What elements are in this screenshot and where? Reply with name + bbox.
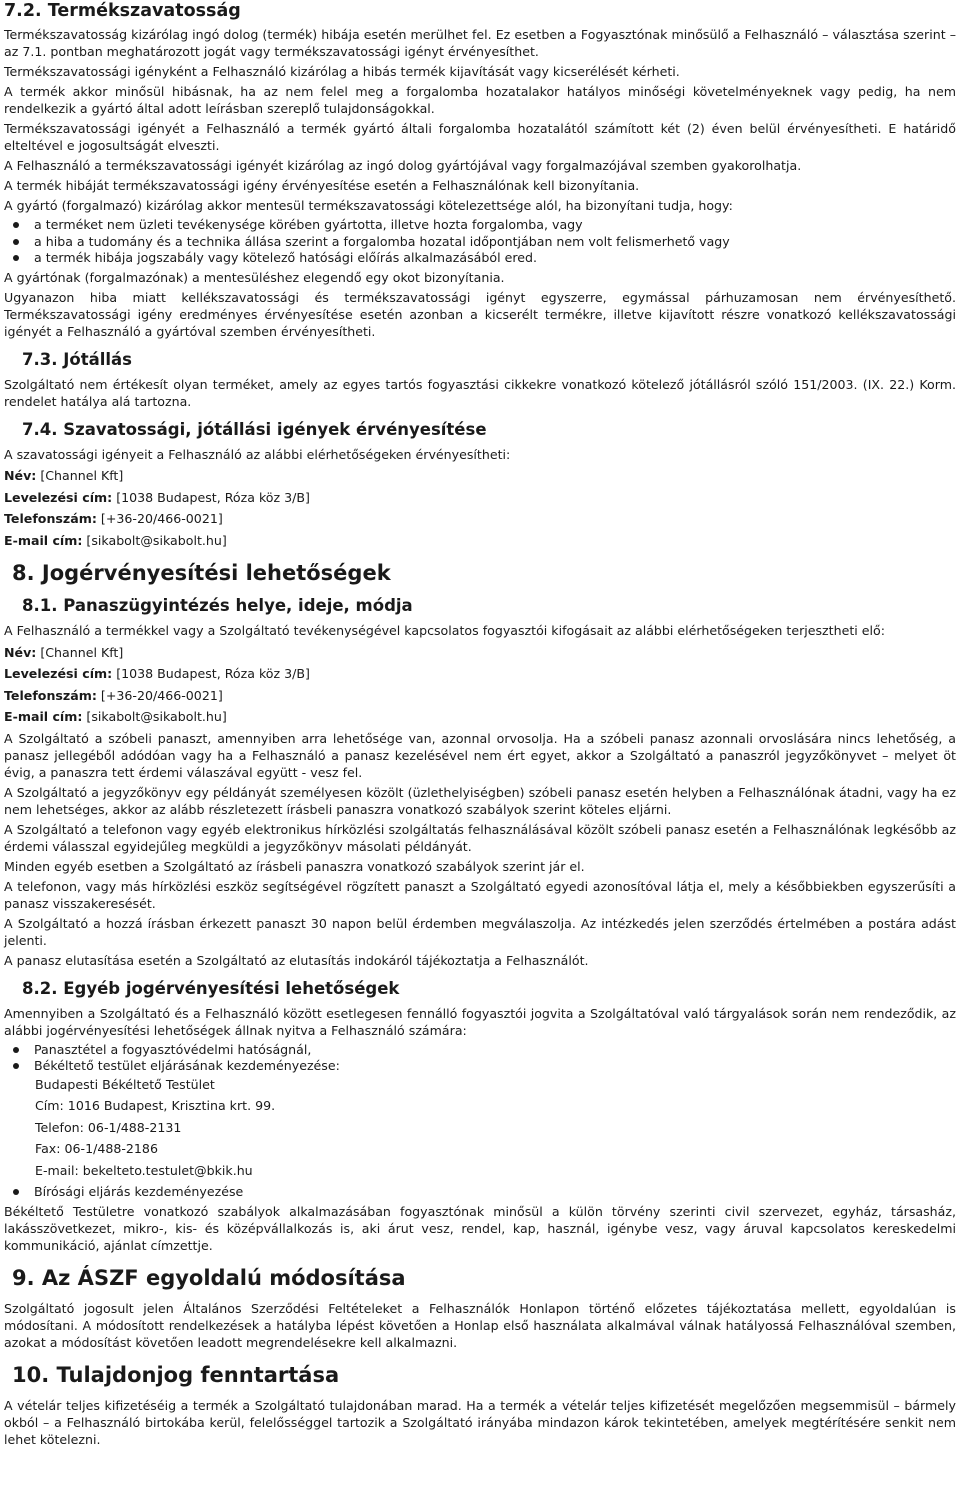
board-address: Cím: 1016 Budapest, Krisztina krt. 99. xyxy=(35,1098,276,1114)
contact-name-line xyxy=(4,644,956,662)
warranty-contact-block xyxy=(4,446,956,550)
section-10-heading: 10. Tulajdonjog fenntartása xyxy=(12,1362,340,1387)
paragraph: A termék akkor minősül hibásnak, ha az nem felel meg a forgalomba hozatalakor hatályos minőségi követelményeknek vagy pedig, ha nem rendelkezik a gyártó által adott leírásban szereplő tulajdonságokkal. xyxy=(4,84,956,116)
paragraph: A gyártónak (forgalmazónak) a mentesüléshez elegendő egy okot bizonyítania. xyxy=(4,269,505,285)
list-item: Panasztétel a fogyasztóvédelmi hatóságnál, xyxy=(34,1042,956,1059)
contact-value: [1038 Budapest, Róza köz 3/B] xyxy=(112,666,310,681)
board-phone: Telefon: 06-1/488-2131 xyxy=(35,1119,182,1135)
contact-address-line xyxy=(4,665,956,683)
arbitration-board-contact xyxy=(4,1077,956,1179)
contact-value: [+36-20/466-0021] xyxy=(96,687,223,703)
paragraph: A Szolgáltató a jegyzőkönyv egy példányát személyesen közölt (üzlethelyiségben) szóbeli panasz esetén helyben a Felhasználónak átadni, vagy ha ez nem lehetséges, akkor az alább részletezett írásbeli panaszra vonatkozó szabályok szerint köteles eljárni. xyxy=(4,784,956,817)
paragraph: Ugyanazon hiba miatt kellékszavatossági és termékszavatossági igényt egyszerre, egymással párhuzamosan nem érvényesíthető. Termékszavatossági igény eredményes érvényesítése esetén azonban a kicserélt termékre, illetve kijavított részre vonatkozó kellékszavatossági igényét a Felhasználó a gyártóval szemben érvényesítheti. xyxy=(4,289,956,339)
contact-label: Telefonszám: xyxy=(4,687,97,703)
contact-value: [sikabolt@sikabolt.hu] xyxy=(82,532,227,548)
contact-value: [+36-20/466-0021] xyxy=(96,511,223,526)
contact-label: E-mail cím: xyxy=(4,532,83,548)
paragraph: A Felhasználó a termékkel vagy a Szolgáltató tevékenységével kapcsolatos fogyasztói kifogásait az alábbi elérhetőségeken terjesztheti elő: xyxy=(4,623,885,638)
paragraph: A termék hibáját termékszavatossági igény érvényesítése esetén a Felhasználónak kell bizonyítania. xyxy=(4,178,640,193)
paragraph: A Szolgáltató a telefonon vagy egyéb elektronikus hírközlési szolgáltatás felhasználásával közölt szóbeli panasz esetén a Felhasználónak legkésőbb az érdemi válasszal egyidejűleg megküldi a jegyzőkönyv másolati példányát. xyxy=(4,821,956,854)
contact-label: E-mail cím: xyxy=(4,709,83,724)
contact-address-line xyxy=(4,489,956,507)
section-7-3-heading: 7.3. Jótállás xyxy=(22,349,133,369)
contact-value: [1038 Budapest, Róza köz 3/B] xyxy=(112,489,310,505)
paragraph: A panasz elutasítása esetén a Szolgáltató az elutasítás indokáról tájékoztatja a Felhasználót. xyxy=(4,952,589,968)
paragraph: Termékszavatossági igényét a Felhasználó a termék gyártó általi forgalomba hozatalától számított két (2) éven belül érvényesítheti. E határidő elteltével e jogosultságát elveszti. xyxy=(4,121,956,153)
remedy-list xyxy=(4,1042,956,1075)
paragraph: A szavatossági igényeit a Felhasználó az alábbi elérhetőségeken érvényesítheti: xyxy=(4,446,511,462)
paragraph: A gyártó (forgalmazó) kizárólag akkor mentesül termékszavatossági kötelezettsége alól, ha bizonyítani tudja, hogy: xyxy=(4,198,733,213)
list-item: Békéltető testület eljárásának kezdeményezése: xyxy=(34,1058,956,1075)
paragraph: A Szolgáltató a hozzá írásban érkezett panaszt 30 napon belül érdemben megválaszolja. Az intézkedés jelen szerződés értelmében a postára adást jelenti. xyxy=(4,915,956,948)
section-8-heading: 8. Jogérvényesítési lehetőségek xyxy=(12,561,391,585)
paragraph: Szolgáltató nem értékesít olyan terméket, amely az egyes tartós fogyasztási cikkekre vonatkozó kötelező jótállásról szóló 151/2003. (IX. 22.) Korm. rendelet hatálya alá tartozna. xyxy=(4,376,956,409)
paragraph: A vételár teljes kifizetéséig a termék a Szolgáltató tulajdonában marad. Ha a termék a vételár teljes kifizetését megelőzően megsemmisül – bármely okból – a Felhasználó birtokába kerül, felelősséggel tartozik a Szolgáltató irányába mindazon károk tekintetében, amelyek megtérítésére senkit nem lehet kötelezni. xyxy=(4,1397,956,1447)
board-name: Budapesti Békéltető Testület xyxy=(35,1076,215,1092)
section-9-heading: 9. Az ÁSZF egyoldalú módosítása xyxy=(12,1265,406,1290)
contact-label: Levelezési cím: xyxy=(4,489,113,505)
exemption-list xyxy=(4,217,956,267)
contact-phone-line xyxy=(4,687,956,705)
contact-phone-line xyxy=(4,510,956,528)
paragraph: A Felhasználó a termékszavatossági igényét kizárólag az ingó dolog gyártójával vagy forgalmazójával szemben gyakorolhatja. xyxy=(4,158,802,173)
complaint-contact-block xyxy=(4,622,956,726)
board-email: E-mail: bekelteto.testulet@bkik.hu xyxy=(35,1162,253,1178)
list-item: a terméket nem üzleti tevékenysége körében gyártotta, illetve hozta forgalomba, vagy xyxy=(34,217,956,234)
section-8-1-heading: 8.1. Panaszügyintézés helye, ideje, módja xyxy=(22,596,413,615)
paragraph: A telefonon, vagy más hírközlési eszköz segítségével rögzített panaszt a Szolgáltató egyedi azonosítóval látja el, mely a későbbiekben egyszerűsíti a panasz visszakeresését. xyxy=(4,878,956,911)
contact-label: Név: xyxy=(4,468,37,483)
contact-value: [sikabolt@sikabolt.hu] xyxy=(82,709,227,724)
paragraph: Termékszavatossági igényként a Felhasználó kizárólag a hibás termék kijavítását vagy kicserélését kérheti. xyxy=(4,64,680,79)
contact-value: [Channel Kft] xyxy=(36,644,124,660)
contact-label: Levelezési cím: xyxy=(4,666,113,681)
contact-label: Telefonszám: xyxy=(4,511,97,526)
paragraph: Szolgáltató jogosult jelen Általános Szerződési Feltételeket a Felhasználók Honlapon történő előzetes tájékoztatása mellett, egyoldalúan is módosítani. A módosított rendelkezések a hatályba lépést követően a Honlap első használata alkalmával válnak hatályossá Felhasználóval szemben, azokat a módosítást követően leadott megrendelésekre kell alkalmazni. xyxy=(4,1300,956,1350)
contact-name-line xyxy=(4,467,956,485)
remedy-list-continued xyxy=(4,1184,956,1201)
section-7-2-heading: 7.2. Termékszavatosság xyxy=(4,1,241,21)
list-item: a termék hibája jogszabály vagy kötelező hatósági előírás alkalmazásából ered. xyxy=(34,250,956,267)
paragraph: Békéltető Testületre vonatkozó szabályok alkalmazásában fogyasztónak minősül a külön törvény szerinti civil szervezet, egyház, társasház, lakásszövetkezet, mikro-, kis- és középvállalkozás is, aki árut vesz, rendel, kap, használ, igénybe vesz, vagy áruval kapcsolatos kereskedelmi kommunikáció, ajánlat címzettje. xyxy=(4,1203,956,1253)
contact-email-line xyxy=(4,708,956,726)
contact-email-line xyxy=(4,532,956,550)
list-item: a hiba a tudomány és a technika állása szerint a forgalomba hozatal időpontjában nem volt felismerhető vagy xyxy=(34,234,956,251)
list-item: Bírósági eljárás kezdeményezése xyxy=(34,1184,956,1201)
section-8-2-heading: 8.2. Egyéb jogérvényesítési lehetőségek xyxy=(22,978,400,998)
paragraph: A Szolgáltató a szóbeli panaszt, amennyiben arra lehetősége van, azonnal orvosolja. Ha a szóbeli panasz azonnali orvoslására nincs lehetőség, a panasz jellegéből adódóan vagy ha a Felhasználó a panasz kezelésével nem ért egyet, akkor a Szolgáltató a panaszról jegyzőkönyvet – melyet öt évig, a panaszra tett érdemi válaszával együtt - vesz fel. xyxy=(4,730,956,780)
contact-value: [Channel Kft] xyxy=(36,468,124,483)
paragraph: Amennyiben a Szolgáltató és a Felhasználó között esetlegesen fennálló fogyasztói jogvita a Szolgáltatóval való tárgyalások során nem rendeződik, az alábbi jogérvényesítési lehetőségek állnak nyitva a Felhasználó számára: xyxy=(4,1005,956,1038)
paragraph: Termékszavatosság kizárólag ingó dolog (termék) hibája esetén merülhet fel. Ez esetben a Fogyasztónak minősülő a Felhasználó – választása szerint – az 7.1. pontban meghatározott jogát vagy termékszavatossági igényt érvényesíthet. xyxy=(4,27,956,59)
paragraph: Minden egyéb esetben a Szolgáltató az írásbeli panaszra vonatkozó szabályok szerint jár el. xyxy=(4,858,585,874)
section-7-4-heading: 7.4. Szavatossági, jótállási igények érvényesítése xyxy=(22,419,487,439)
board-fax: Fax: 06-1/488-2186 xyxy=(35,1141,158,1157)
contact-label: Név: xyxy=(4,644,37,660)
